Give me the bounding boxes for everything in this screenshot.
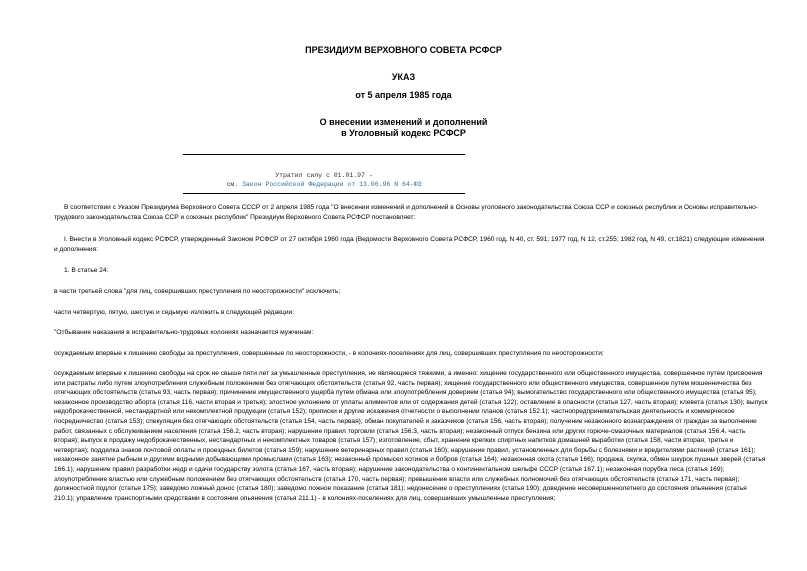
validity-note-link[interactable]: Закон Российской Федерации от 13.06.96 N 64-ФЗ [242,181,422,188]
section-1-paragraph: I. Внести в Уголовный кодекс РСФСР, утвержденный Законом РСФСР от 27 октября 1960 года (Ведомости Верховного Совета РСФСР, 1960 год, N 40, ст. 591; 1977 год, N 12, ст.255; 1982 год, N 49, ст.1821) следующие изменения и дополнения: [54,236,765,253]
item-1-paragraph: 1. В статье 24: [64,267,109,274]
document-title-line2: в Уголовный кодекс РСФСР [341,128,466,138]
first-time-paragraph: осуждаемым впервые к лишению свободы за преступления, совершенные по неосторожности, - в колониях-поселениях для лиц, совершивших преступления по неосторожности; [54,350,604,357]
quote-start-paragraph: "Отбывание наказания в исправительно-трудовых колониях назначается мужчинам: [54,329,314,336]
divider-bottom [183,193,465,194]
offences-list-paragraph: осуждаемым впервые к лишению свободы на срок не свыше пяти лет за умышленные преступления, не являющиеся тяжкими, а именно: хищение государственного или общественного имущества, совершенное путем присвоения или растраты либо путем злоупотребления служебным положением без отягчающих обстоятельств (статья 92, часть первая); хищение государственного или общественного имущества, совершенное путем мошенничества без отягчающих обстоятельств (статья 93, часть первая); причинение имущественного ущерба путем обмана или злоупотребления доверием (статья 94); вымогательство государственного или общественного имущества (статья 95); незаконное производство аборта (статья 116, части вторая и третья); злостное уклонение от уплаты алиментов или от содержания детей (статья 122); оставление в опасности (статья 127, часть вторая); клевета (статья 130); выпуск недоброкачественной, нестандартной или некомплектной продукции (статья 152); приписки и другие искажения отчетности о выполнении планов (статья 152.1); частнопредпринимательская деятельность и коммерческое посредничество (статья 153); спекуляция без отягчающих обстоятельств (статья 154, часть первая); обман покупателей и заказчиков (статья 156, часть вторая); получение незаконного вознаграждения от граждан за выполнение работ, связанных с обслуживанием населения (статья 156.2, часть вторая); нарушение правил торговли (статья 156.3, часть вторая); незаконный отпуск бензина или других горюче-смазочных материалов (статья 156.4, часть вторая); выпуск в продажу недоброкачественных, нестандартных и некомплектных товаров (статья 157); изготовление, сбыт, хранение крепких спиртных напитков домашней выработки (статья 158, части вторая, третья и четвертая); подделка знаков почтовой оплаты и проездных билетов (статья 159); нарушение ветеринарных правил (статья 160); нарушение правил, установленных для борьбы с болезнями и вредителями растений (статья 161); незаконное занятие рыбным и другими водными добывающими промыслами (статья 163); незаконный промысел котиков и бобров (статья 164); незаконная охота (статья 166); продажа, скупка, обмен шкурок пушных зверей (статья 166.1); нарушение правил разработки недр и сдачи государству золота (статья 167, часть вторая); нарушение законодательства о континентальном шельфе СССР (статья 167.1); незаконная порубка леса (статья 169); злоупотребление властью или служебным положением без отягчающих обстоятельств (статья 170, часть первая); превышение власти или служебных полномочий без отягчающих обстоятельств (статья 171, часть первая); должностной подлог (статья 175); заведомо ложный донос (статья 180); заведомо ложное показание (статья 181); недонесение о преступлениях (статья 190); доведение несовершеннолетнего до состояния опьянения (статья 210.1); управление транспортными средствами в состоянии опьянения (статья 211.1) - в колониях-поселениях для лиц, совершивших умышленные преступления; [54,370,768,502]
document-title-line1: О внесении изменений и дополнений [319,117,488,127]
validity-note-line2 [183,180,465,189]
validity-note [183,171,465,189]
document-type: УКАЗ [391,72,416,82]
parts-4-7-paragraph: части четвертую, пятую, шестую и седьмую изложить в следующей редакции: [54,309,295,316]
document-date: от 5 апреля 1985 года [355,90,452,100]
preamble-paragraph: В соответствии с Указом Президиума Верховного Совета СССР от 2 апреля 1985 года "О внесении изменений и дополнений в Основы уголовного законодательства Союза ССР и союзных республик и Основы исправительно-трудового законодательства Союза ССР и союзных республик" Президиум Верховного Совета РСФСР постановляет: [54,204,758,221]
divider-top [183,154,465,155]
validity-note-prefix: см. [226,181,239,188]
part-3-paragraph: в части третьей слова "для лиц, совершивших преступления по неосторожности" исключить; [54,288,341,295]
validity-note-line1: Утратил силу с 01.01.97 - [275,172,373,179]
issuing-organ: ПРЕЗИДИУМ ВЕРХОВНОГО СОВЕТА РСФСР [305,45,502,55]
